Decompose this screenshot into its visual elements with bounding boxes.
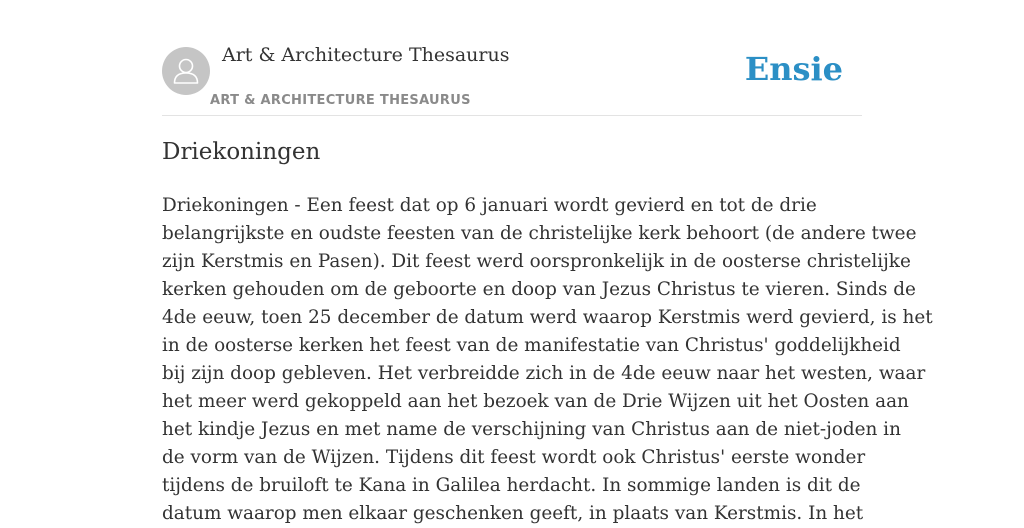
user-avatar-icon[interactable]: [162, 47, 210, 95]
entry-body-line: zijn Kerstmis en Pasen). Dit feest werd oorspronkelijk in de oosterse christelijke: [162, 251, 911, 272]
entry-body-line: tijdens de bruiloft te Kana in Galilea herdacht. In sommige landen is dit de: [162, 475, 861, 496]
source-title-link[interactable]: Art & Architecture Thesaurus: [222, 44, 510, 66]
entry-body-line: datum waarop men elkaar geschenken geeft, in plaats van Kerstmis. In het: [162, 503, 864, 524]
source-header: [162, 0, 862, 116]
entry-body-line: het meer werd gekoppeld aan het bezoek van de Drie Wijzen uit het Oosten aan: [162, 391, 909, 412]
entry-body-line: kerken gehouden om de geboorte en doop van Jezus Christus te vieren. Sinds de: [162, 279, 916, 300]
source-subtitle-link[interactable]: ART & ARCHITECTURE THESAURUS: [210, 93, 471, 108]
entry-body-line: de vorm van de Wijzen. Tijdens dit feest wordt ook Christus' eerste wonder: [162, 447, 866, 468]
entry-title: Driekoningen: [162, 139, 321, 165]
person-outline-icon: [162, 47, 210, 95]
ensie-logo[interactable]: Ensie: [744, 50, 843, 88]
entry-body-line: Driekoningen - Een feest dat op 6 januari wordt gevierd en tot de drie: [162, 195, 817, 216]
entry-body: [162, 192, 933, 528]
entry-body-line: in de oosterse kerken het feest van de manifestatie van Christus' goddelijkheid: [162, 335, 901, 356]
entry-body-line: 4de eeuw, toen 25 december de datum werd waarop Kerstmis werd gevierd, is het: [162, 307, 933, 328]
entry-body-line: belangrijkste en oudste feesten van de christelijke kerk behoort (de andere twee: [162, 223, 917, 244]
content-container: [162, 0, 933, 524]
entry-body-line: het kindje Jezus en met name de verschijning van Christus aan de niet-joden in: [162, 419, 901, 440]
entry-body-line: bij zijn doop gebleven. Het verbreidde zich in de 4de eeuw naar het westen, waar: [162, 363, 926, 384]
